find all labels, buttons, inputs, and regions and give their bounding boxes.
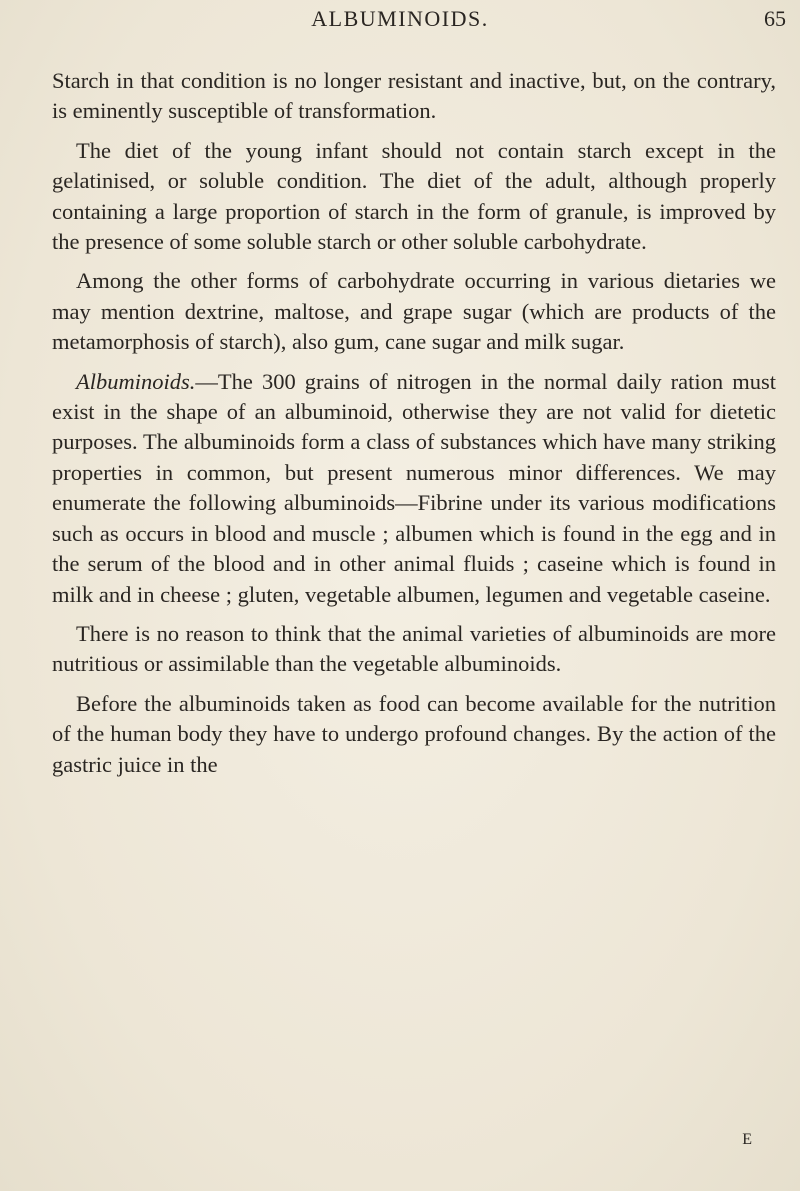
paragraph [52, 689, 776, 780]
paragraph [52, 367, 776, 610]
paragraph-text: Among the other forms of carbohydrate occurring in various dietaries we may mention dextrine, maltose, and grape sugar (which are products of the metamorphosis of starch), also gum, cane sugar and milk sugar. [52, 268, 776, 355]
paragraph-text: Before the albuminoids taken as food can become available for the nutrition of the human body they have to undergo profound changes. By the action of the gastric juice in the [52, 690, 776, 777]
body-text [52, 66, 776, 789]
paragraph [52, 136, 776, 258]
paragraph-text: There is no reason to think that the animal varieties of albuminoids are more nutritious or assimilable than the vegetable albuminoids. [52, 620, 776, 677]
paragraph [52, 66, 776, 127]
paragraph [52, 619, 776, 680]
paragraph-text: The diet of the young infant should not contain starch except in the gelatinised, or soluble condition. The diet of the adult, although properly containing a large proportion of starch in the form of granule, is improved by the presence of some soluble starch or other soluble carbohydrate. [52, 137, 776, 255]
paragraph [52, 266, 776, 357]
paragraph-text: Starch in that condition is no longer resistant and inactive, but, on the contrary, is eminently susceptible of transformation. [52, 68, 776, 124]
running-title: ALBUMINOIDS. [311, 6, 489, 31]
running-head [0, 4, 800, 34]
signature-mark: E [742, 1131, 752, 1148]
page-number: 65 [764, 6, 786, 31]
section-lead: Albuminoids. [76, 368, 196, 394]
paragraph-text: —The 300 grains of nitrogen in the normal daily ration must exist in the shape of an albuminoid, otherwise they are not valid for dietetic purposes. The albuminoids form a class of substances which have many striking properties in common, but present numerous minor differences. We may enumerate the following albuminoids—Fibrine under its various modifications such as occurs in blood and muscle ; albumen which is found in the egg and in the serum of the blood and in other animal fluids ; caseine which is found in milk and in cheese ; gluten, vegetable albumen, legumen and vegetable caseine. [52, 368, 776, 607]
